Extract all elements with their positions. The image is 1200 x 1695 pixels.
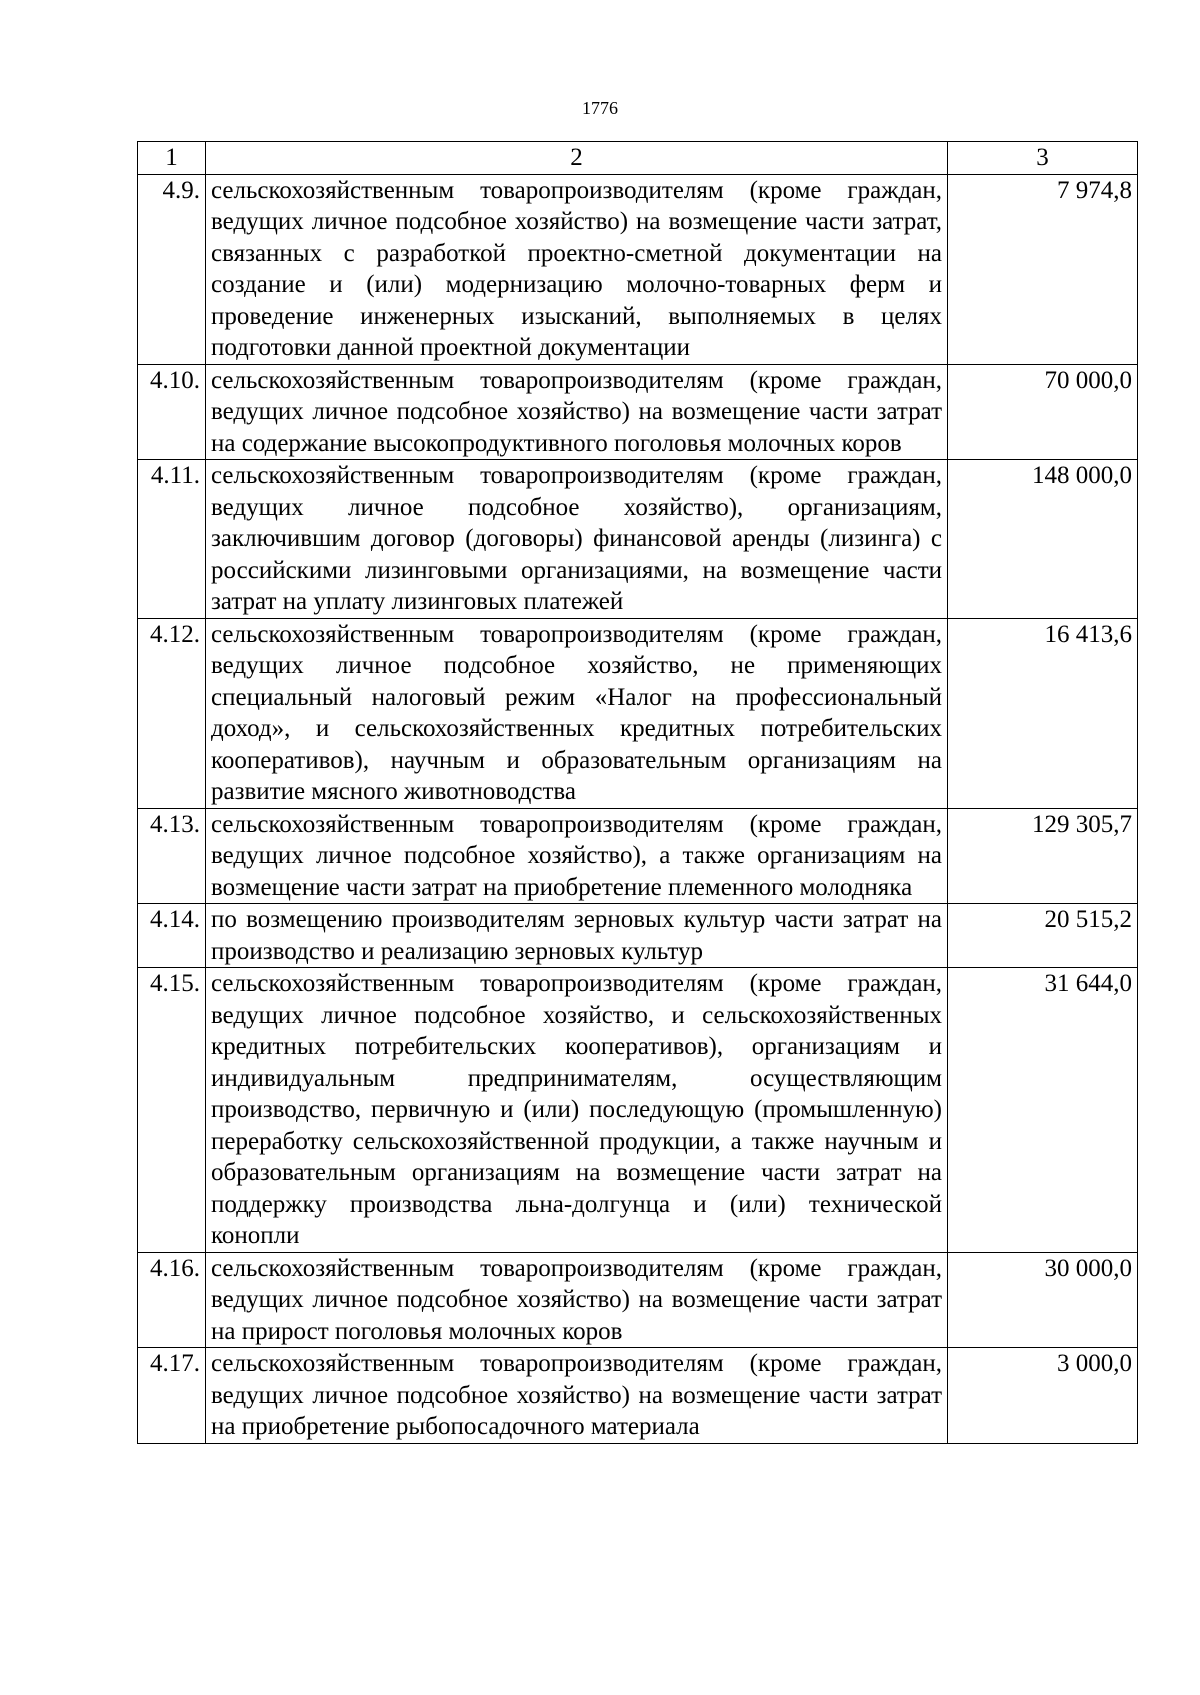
row-number: 4.10.	[138, 364, 206, 460]
row-description: сельскохозяйственным товаропроизводителям (кроме граждан, ведущих личное подсобное хозяйство) на возмещение части затрат на содержание высокопродуктивного поголовья молочных коров	[206, 364, 948, 460]
row-description: по возмещению производителям зерновых культур части затрат на производство и реализацию зерновых культур	[206, 904, 948, 968]
table-row	[138, 808, 1138, 904]
row-amount: 20 515,2	[948, 904, 1138, 968]
table-row	[138, 174, 1138, 364]
table-row	[138, 460, 1138, 619]
table-row	[138, 1348, 1138, 1444]
table-row	[138, 904, 1138, 968]
row-description: сельскохозяйственным товаропроизводителям (кроме граждан, ведущих личное подсобное хозяйство) на возмещение части затрат на прирост поголовья молочных коров	[206, 1252, 948, 1348]
table-row	[138, 1252, 1138, 1348]
row-amount: 30 000,0	[948, 1252, 1138, 1348]
table-header-row	[138, 142, 1138, 175]
row-description: сельскохозяйственным товаропроизводителям (кроме граждан, ведущих личное подсобное хозяйство) на возмещение части затрат на приобретение рыбопосадочного материала	[206, 1348, 948, 1444]
row-description: сельскохозяйственным товаропроизводителям (кроме граждан, ведущих личное подсобное хозяйство, и сельскохозяйственных кредитных потребительских кооперативов), организациям и индивидуальным предпринимателям, осуществляющим производство, первичную и (или) последующую (промышленную) переработку сельскохозяйственной продукции, а также научным и образовательным организациям на возмещение части затрат на поддержку производства льна-долгунца и (или) технической конопли	[206, 968, 948, 1253]
row-number: 4.15.	[138, 968, 206, 1253]
row-amount: 31 644,0	[948, 968, 1138, 1253]
row-amount: 7 974,8	[948, 174, 1138, 364]
row-number: 4.17.	[138, 1348, 206, 1444]
row-description: сельскохозяйственным товаропроизводителям (кроме граждан, ведущих личное подсобное хозяйство), организациям, заключившим договор (договоры) финансовой аренды (лизинга) с российскими лизинговыми организациями, на возмещение части затрат на уплату лизинговых платежей	[206, 460, 948, 619]
row-description: сельскохозяйственным товаропроизводителям (кроме граждан, ведущих личное подсобное хозяйство) на возмещение части затрат, связанных с разработкой проектно-сметной документации на создание и (или) модернизацию молочно-товарных ферм и проведение инженерных изысканий, выполняемых в целях подготовки данной проектной документации	[206, 174, 948, 364]
column-header-3: 3	[948, 142, 1138, 175]
row-amount: 70 000,0	[948, 364, 1138, 460]
row-description: сельскохозяйственным товаропроизводителям (кроме граждан, ведущих личное подсобное хозяйство, не применяющих специальный налоговый режим «Налог на профессиональный доход», и сельскохозяйственных кредитных потребительских кооперативов), научным и образовательным организациям на развитие мясного животноводства	[206, 618, 948, 808]
table-row	[138, 364, 1138, 460]
row-amount: 16 413,6	[948, 618, 1138, 808]
row-description: сельскохозяйственным товаропроизводителям (кроме граждан, ведущих личное подсобное хозяйство), а также организациям на возмещение части затрат на приобретение племенного молодняка	[206, 808, 948, 904]
row-number: 4.12.	[138, 618, 206, 808]
row-amount: 148 000,0	[948, 460, 1138, 619]
row-number: 4.11.	[138, 460, 206, 619]
row-number: 4.13.	[138, 808, 206, 904]
row-number: 4.14.	[138, 904, 206, 968]
column-header-1: 1	[138, 142, 206, 175]
row-amount: 129 305,7	[948, 808, 1138, 904]
row-number: 4.9.	[138, 174, 206, 364]
page-number: 1776	[582, 98, 618, 118]
table-row	[138, 618, 1138, 808]
table-row	[138, 968, 1138, 1253]
subsidy-table	[137, 141, 1138, 1444]
row-number: 4.16.	[138, 1252, 206, 1348]
column-header-2: 2	[206, 142, 948, 175]
row-amount: 3 000,0	[948, 1348, 1138, 1444]
